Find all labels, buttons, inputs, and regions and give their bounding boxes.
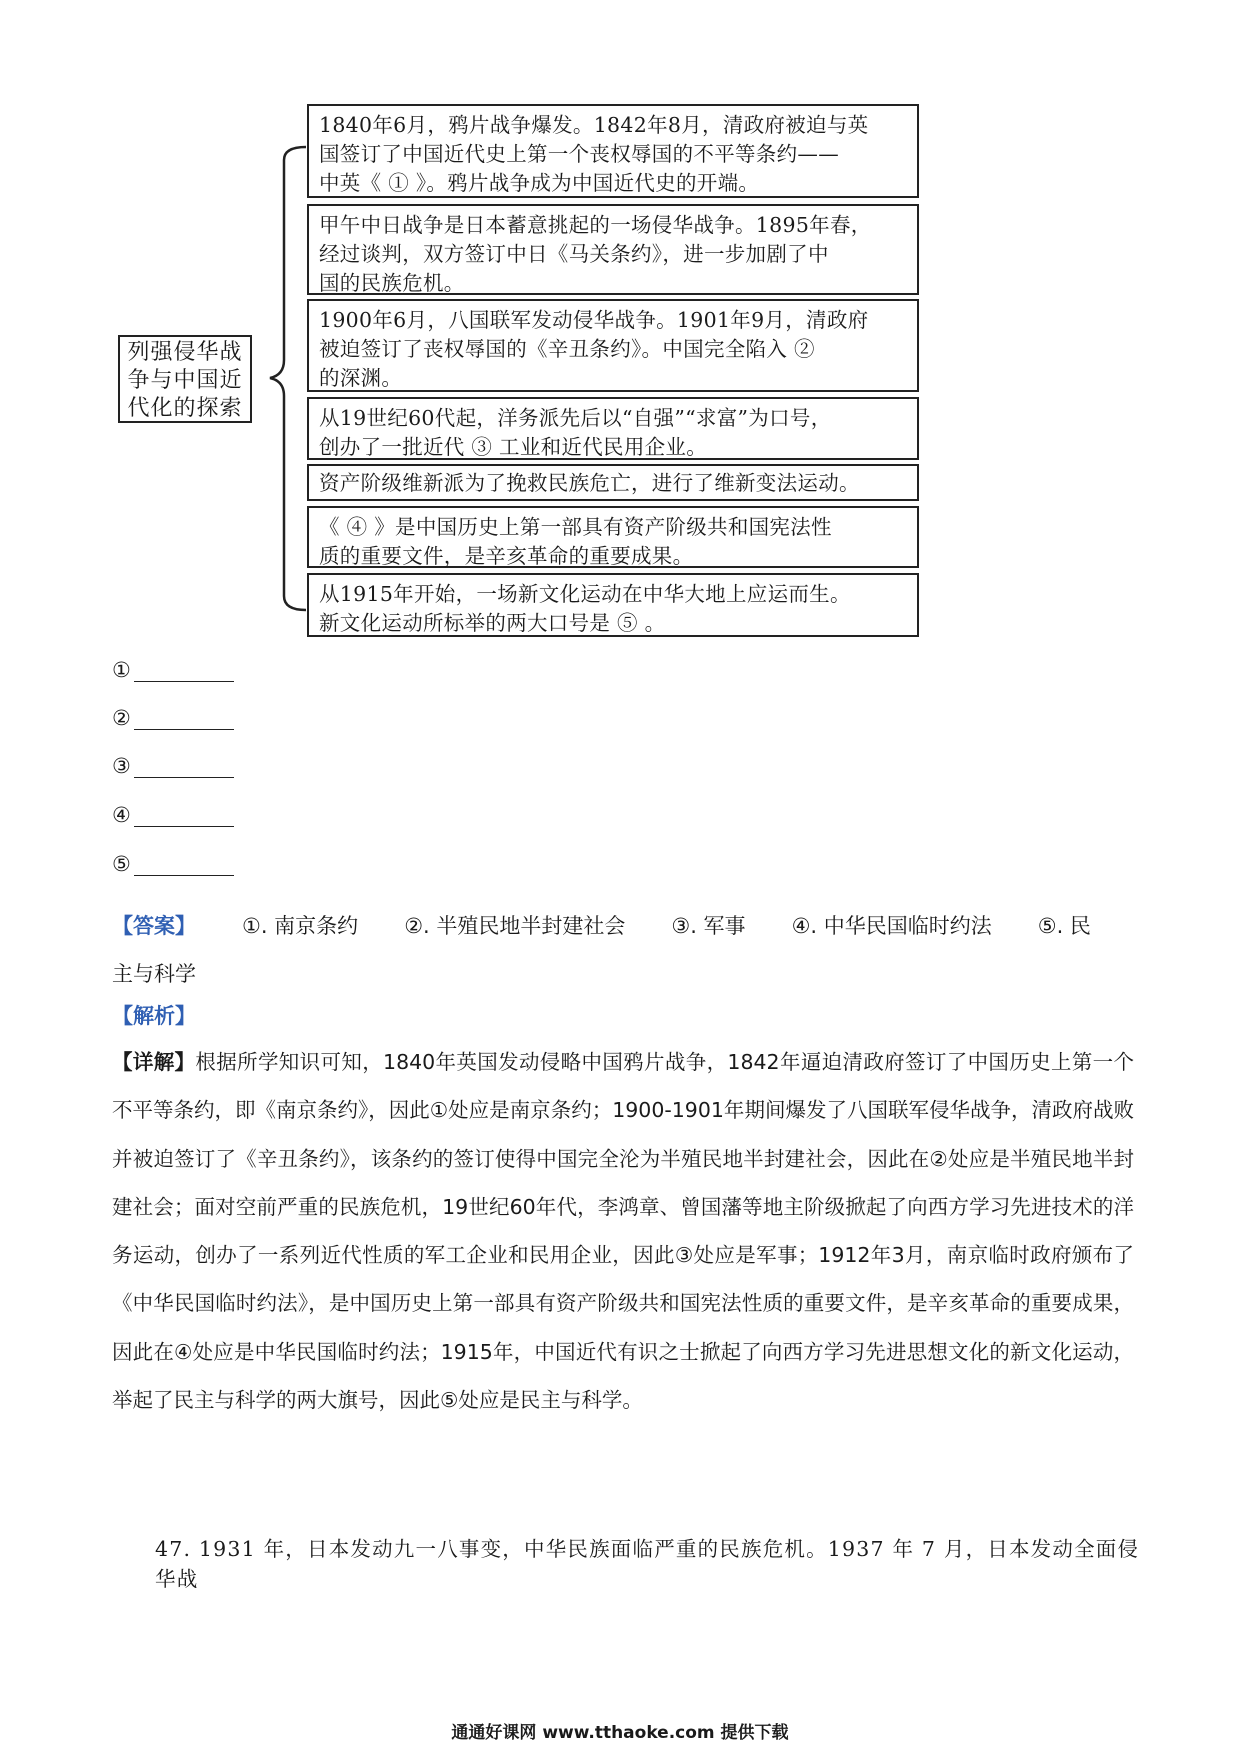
node-line: 国签订了中国近代史上第一个丧权辱国的不平等条约——	[319, 142, 839, 166]
node-line: 被迫签订了丧权辱国的《辛丑条约》。中国完全陷入 ②	[319, 337, 815, 361]
answer-item: ①. 南京条约	[242, 914, 359, 938]
detail-label: 【详解】	[112, 1050, 196, 1074]
node-line: 从19世纪60代起，洋务派先后以“自强”“求富”为口号，	[319, 406, 832, 430]
answer-section	[112, 902, 1132, 998]
node-line: 从1915年开始，一场新文化运动在中华大地上应运而生。	[319, 582, 851, 606]
blank-3	[112, 754, 234, 778]
answer-blank[interactable]	[134, 757, 234, 778]
node-line: 创办了一批近代 ③ 工业和近代民用企业。	[319, 435, 708, 459]
blank-marker: ⑤	[112, 852, 131, 876]
node-line: 资产阶级维新派为了挽救民族危亡，进行了维新变法运动。	[319, 471, 860, 495]
answer-blank[interactable]	[134, 709, 234, 730]
node-line: 1840年6月，鸦片战争爆发。1842年8月，清政府被迫与英	[319, 113, 869, 137]
page-footer: 通通好课网 www.tthaoke.com 提供下载	[451, 1723, 789, 1743]
analysis-text	[112, 1038, 1134, 1424]
node-line: 1900年6月，八国联军发动侵华战争。1901年9月，清政府	[319, 308, 869, 332]
analysis-label: 【解析】	[112, 1004, 196, 1028]
diagram-node-new-culture-movement	[307, 573, 919, 637]
blank-marker: ①	[112, 658, 131, 682]
node-line: 新文化运动所标举的两大口号是 ⑤ 。	[319, 611, 666, 635]
diagram-node-sino-japanese-war	[307, 204, 919, 295]
diagram-node-eight-nation-alliance	[307, 299, 919, 392]
node-line: 国的民族危机。	[319, 271, 465, 295]
blank-marker: ③	[112, 754, 131, 778]
answer-item: ②. 半殖民地半封建社会	[404, 914, 626, 938]
node-line: 甲午中日战争是日本蓄意挑起的一场侵华战争。1895年春，	[319, 213, 872, 237]
answer-blank[interactable]	[134, 855, 234, 876]
diagram-node-opium-war	[307, 104, 919, 198]
answer-blank[interactable]	[134, 806, 234, 827]
next-question: 47. 1931 年，日本发动九一八事变，中华民族面临严重的民族危机。1937 年 7 月，日本发动全面侵华战	[155, 1537, 1140, 1591]
node-line: 的深渊。	[319, 366, 403, 390]
answer-item: ⑤. 民	[1037, 914, 1091, 938]
detail-body: 根据所学知识可知，1840年英国发动侵略中国鸦片战争，1842年逼迫清政府签订了中国历史上第一个不平等条约，即《南京条约》，因此①处应是南京条约；1900-1901年期间爆发了八国联军侵华战争，清政府战败并被迫签订了《辛丑条约》，该条约的签订使得中国完全沦为半殖民地半封建社会，因此在②处应是半殖民地半封建社会；面对空前严重的民族危机，19世纪60年代，李鸿章、曾国藩等地主阶级掀起了向西方学习先进技术的洋务运动，创办了一系列近代性质的军工企业和民用企业，因此③处应是军事；1912年3月，南京临时政府颁布了《中华民国临时约法》，是中国历史上第一部具有资产阶级共和国宪法性质的重要文件，是辛亥革命的重要成果，因此在④处应是中华民国临时约法；1915年，中国近代有识之士掀起了向西方学习先进思想文化的新文化运动，举起了民主与科学的两大旗号，因此⑤处应是民主与科学。	[112, 1050, 1135, 1413]
node-line: 经过谈判，双方签订中日《马关条约》，进一步加剧了中	[319, 242, 829, 266]
diagram-node-provisional-constitution	[307, 506, 919, 568]
blank-4	[112, 803, 234, 827]
node-line: 质的重要文件，是辛亥革命的重要成果。	[319, 544, 694, 568]
node-line: 《 ④ 》是中国历史上第一部具有资产阶级共和国宪法性	[319, 515, 832, 539]
diagram-node-reform-movement	[307, 464, 919, 501]
node-line: 中英《 ① 》。鸦片战争成为中国近代史的开端。	[319, 171, 760, 195]
knowledge-diagram	[0, 0, 1240, 650]
blank-marker: ④	[112, 803, 131, 827]
diagram-topic: 列强侵华战争与中国近代化的探索	[118, 335, 252, 423]
blank-2	[112, 706, 234, 730]
answer-blank[interactable]	[134, 661, 234, 682]
answer-continuation: 主与科学	[112, 962, 196, 986]
blank-marker: ②	[112, 706, 131, 730]
answer-item: ③. 军事	[671, 914, 746, 938]
diagram-node-self-strengthening	[307, 397, 919, 460]
blank-1	[112, 658, 234, 682]
answer-label: 【答案】	[112, 914, 196, 938]
blank-5	[112, 852, 234, 876]
answer-item: ④. 中华民国临时约法	[791, 914, 992, 938]
